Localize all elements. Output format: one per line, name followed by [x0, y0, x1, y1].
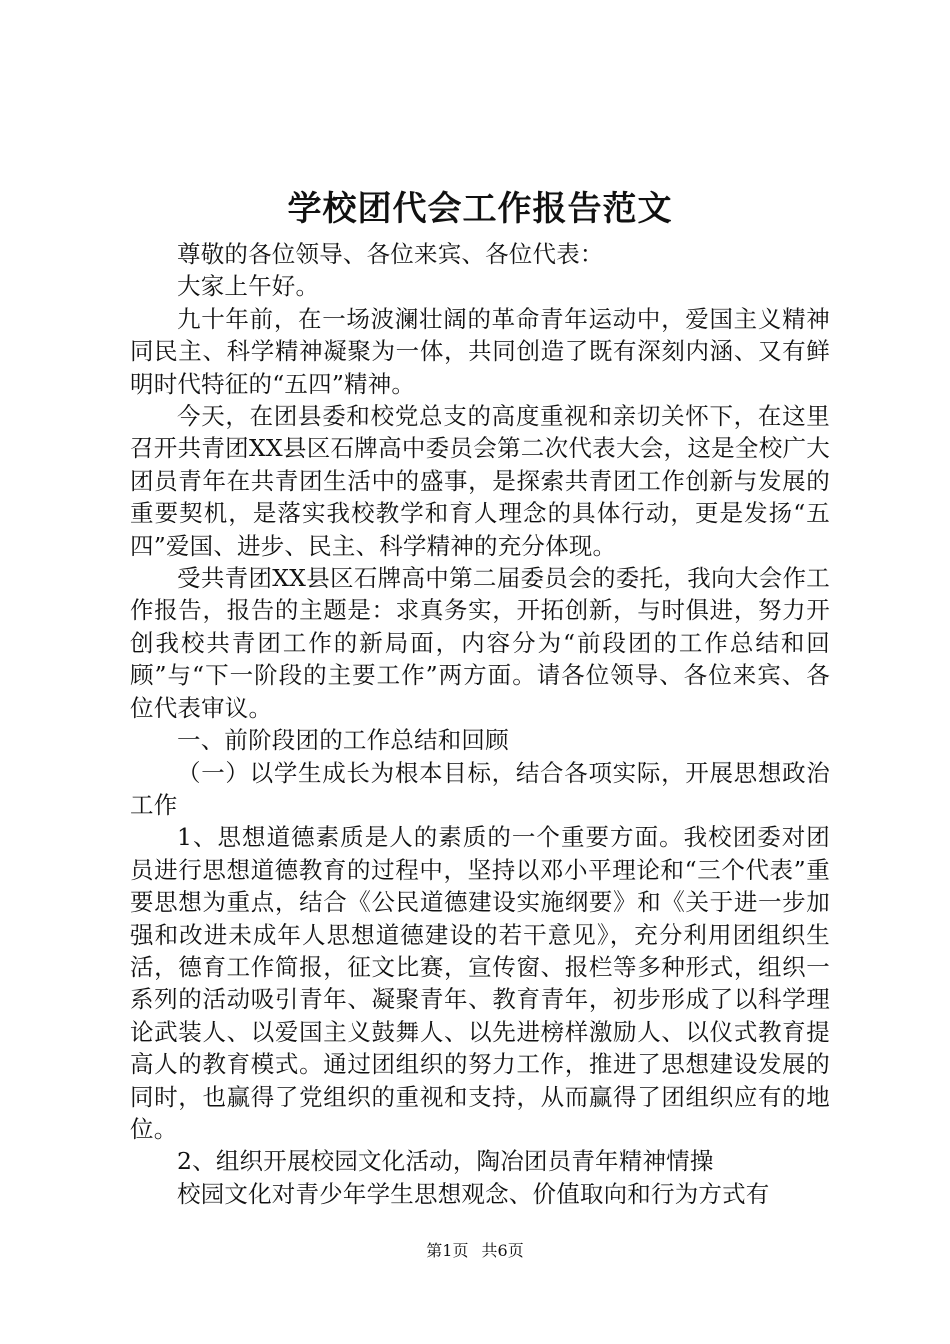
- document-page: [130, 182, 830, 1210]
- document-title: 学校团代会工作报告范文: [287, 189, 673, 229]
- paragraph-report-topic: 受共青团XX县区石牌高中第二届委员会的委托，我向大会作工作报告，报告的主题是：求真务实，开拓创新，与时俱进，努力开创我校共青团工作的新局面，内容分为“前段团的工作总结和回顾”与“下一阶段的主要工作”两方面。请各位领导、各位来宾、各位代表审议。: [130, 564, 830, 722]
- subsection-heading-1: （一）以学生成长为根本目标，结合各项实际，开展思想政治工作: [130, 758, 830, 819]
- section-heading-1: 一、前阶段团的工作总结和回顾: [177, 726, 509, 755]
- item-heading-2: 2、组织开展校园文化活动，陶冶团员青年精神情操: [177, 1147, 714, 1176]
- paragraph-campus-culture: 校园文化对青少年学生思想观念、价值取向和行为方式有: [177, 1179, 770, 1208]
- paragraph-history: 九十年前，在一场波澜壮阔的革命青年运动中，爱国主义精神同民主、科学精神凝聚为一体，共同创造了既有深刻内涵、又有鲜明时代特征的“五四”精神。: [130, 304, 830, 398]
- paragraph-today: 今天，在团县委和校党总支的高度重视和亲切关怀下，在这里召开共青团XX县区石牌高中委员会第二次代表大会，这是全校广大团员青年在共青团生活中的盛事，是探索共青团工作创新与发展的重要契机，是落实我校教学和育人理念的具体行动，更是发扬“五四”爱国、进步、民主、科学精神的充分体现。: [130, 402, 830, 560]
- page-number: 第1页: [426, 1241, 469, 1260]
- paragraph-moral-education: 1、思想道德素质是人的素质的一个重要方面。我校团委对团员进行思想道德教育的过程中，坚持以邓小平理论和“三个代表”重要思想为重点，结合《公民道德建设实施纲要》和《关于进一步加强和改进未成年人思想道德建设的若干意见》，充分利用团组织生活，德育工作简报，征文比赛，宣传窗、报栏等多种形式，组织一系列的活动吸引青年、凝聚青年、教育青年，初步形成了以科学理论武装人、以爱国主义鼓舞人、以先进榜样激励人、以仪式教育提高人的教育模式。通过团组织的努力工作，推进了思想建设发展的同时，也赢得了党组织的重视和支持，从而赢得了团组织应有的地位。: [130, 823, 830, 1143]
- page-total: 共6页: [481, 1241, 524, 1260]
- paragraph-greeting: 大家上午好。: [177, 272, 320, 301]
- paragraph-salutation: 尊敬的各位领导、各位来宾、各位代表：: [177, 240, 604, 268]
- page-footer: [0, 1240, 950, 1262]
